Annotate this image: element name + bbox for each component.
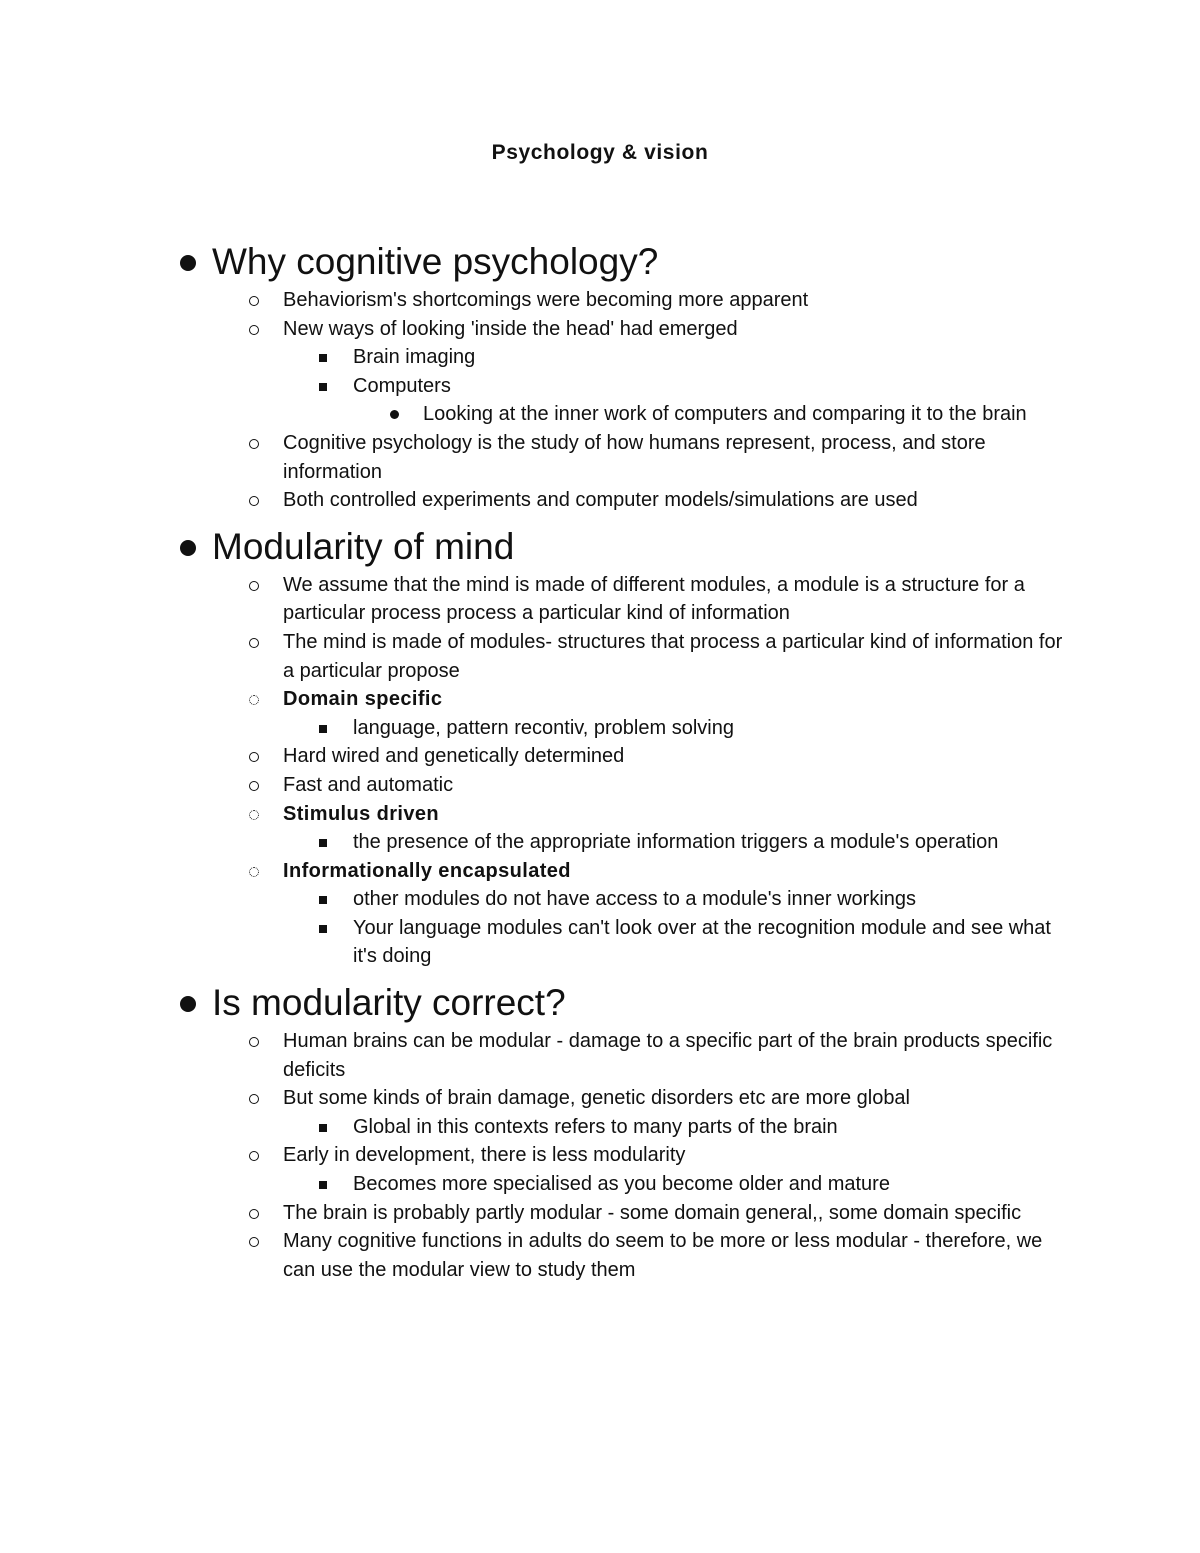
- square-bullet-icon: [319, 383, 327, 391]
- filled-circle-bullet-icon: [180, 255, 196, 271]
- list-item-text: Stimulus driven: [283, 802, 440, 825]
- list-item-text: Fast and automatic: [283, 773, 454, 796]
- list-item: [0, 1199, 1063, 1228]
- list-item-text: the presence of the appropriate information triggers a module's operation: [353, 831, 999, 854]
- hollow-circle-bullet-icon: [249, 1237, 259, 1247]
- list-item-text: Your language modules can't look over at the recognition module and see what it's doing: [353, 916, 1051, 968]
- list-item-text: Human brains can be modular - damage to a specific part of the brain products specific deficits: [283, 1030, 1053, 1081]
- hollow-circle-bullet-icon: [249, 581, 259, 591]
- section-heading: [0, 979, 1200, 1027]
- list-item-text: Many cognitive functions in adults do seem to be more or less modular - therefore, we can use the modular view to study them: [283, 1230, 1043, 1281]
- list-item: [0, 685, 1063, 714]
- hollow-circle-bullet-icon: [249, 1094, 259, 1104]
- section-heading-text: Modularity of mind: [212, 525, 515, 567]
- list-item: [0, 714, 1063, 743]
- list-item: [0, 771, 1063, 800]
- hollow-circle-bullet-icon: [249, 638, 259, 648]
- list-item: [0, 914, 1063, 971]
- list-item: [0, 286, 1063, 315]
- document-body: [0, 238, 1200, 1284]
- list-item: [0, 315, 1063, 344]
- filled-circle-bullet-icon: [180, 540, 196, 556]
- list-item-text: Domain specific: [283, 688, 443, 711]
- section-heading: [0, 523, 1200, 571]
- hollow-circle-bullet-icon: [249, 325, 259, 335]
- list-item: [0, 857, 1063, 886]
- square-bullet-icon: [319, 1181, 327, 1189]
- section-heading-text: Why cognitive psychology?: [212, 241, 659, 282]
- list-item-text: Global in this contexts refers to many parts of the brain: [353, 1115, 838, 1138]
- list-item: [0, 571, 1063, 628]
- list-item: [0, 828, 1063, 857]
- list-item-text: Computers: [353, 374, 451, 397]
- dotted-circle-bullet-icon: [249, 695, 259, 705]
- list-item-text: Both controlled experiments and computer models/simulations are used: [283, 489, 918, 512]
- square-bullet-icon: [319, 725, 327, 733]
- section-heading: [0, 238, 1200, 286]
- filled-circle-bullet-icon: [180, 996, 196, 1012]
- hollow-circle-bullet-icon: [249, 752, 259, 762]
- list-item: [0, 429, 1063, 486]
- list-item: [0, 372, 1063, 401]
- square-bullet-icon: [319, 354, 327, 362]
- list-item-text: Hard wired and genetically determined: [283, 745, 625, 768]
- list-item-text: other modules do not have access to a module's inner workings: [353, 888, 917, 911]
- square-bullet-icon: [319, 925, 327, 933]
- list-item-text: We assume that the mind is made of different modules, a module is a structure for a particular process process a particular kind of information: [283, 573, 1025, 625]
- hollow-circle-bullet-icon: [249, 1209, 259, 1219]
- list-item: [0, 742, 1063, 771]
- list-item-text: Brain imaging: [353, 346, 476, 369]
- dotted-circle-bullet-icon: [249, 867, 259, 877]
- list-item: [0, 400, 1063, 429]
- list-item-text: The mind is made of modules- structures that process a particular kind of information for a particular propose: [283, 630, 1063, 682]
- list-item-text: New ways of looking 'inside the head' had emerged: [283, 317, 738, 340]
- list-item: [0, 1141, 1063, 1170]
- hollow-circle-bullet-icon: [249, 496, 259, 506]
- list-item: [0, 1113, 1063, 1142]
- list-item-text: language, pattern recontiv, problem solving: [353, 716, 734, 739]
- list-item: [0, 885, 1063, 914]
- list-item: [0, 1027, 1063, 1084]
- list-item: [0, 1084, 1063, 1113]
- list-item-text: But some kinds of brain damage, genetic disorders etc are more global: [283, 1087, 911, 1110]
- list-item: [0, 800, 1063, 829]
- list-item-text: Informationally encapsulated: [283, 859, 571, 882]
- square-bullet-icon: [319, 1124, 327, 1132]
- hollow-circle-bullet-icon: [249, 296, 259, 306]
- list-item-text: Becomes more specialised as you become older and mature: [353, 1173, 890, 1196]
- section-heading-text: Is modularity correct?: [212, 982, 566, 1024]
- square-bullet-icon: [319, 896, 327, 904]
- hollow-circle-bullet-icon: [249, 1151, 259, 1161]
- square-bullet-icon: [319, 839, 327, 847]
- hollow-circle-bullet-icon: [249, 1037, 259, 1047]
- list-item: [0, 343, 1063, 372]
- list-item-text: Early in development, there is less modularity: [283, 1144, 686, 1167]
- filled-circle-bullet-icon: [390, 410, 399, 419]
- list-item: [0, 1227, 1063, 1284]
- list-item-text: Behaviorism's shortcomings were becoming more apparent: [283, 289, 809, 311]
- list-item-text: Looking at the inner work of computers and comparing it to the brain: [423, 403, 1027, 426]
- hollow-circle-bullet-icon: [249, 781, 259, 791]
- list-item-text: The brain is probably partly modular - some domain general,, some domain specific: [283, 1201, 1022, 1224]
- list-item: [0, 486, 1063, 515]
- list-item-text: Cognitive psychology is the study of how humans represent, process, and store information: [283, 431, 986, 483]
- list-item: [0, 1170, 1063, 1199]
- hollow-circle-bullet-icon: [249, 439, 259, 449]
- page-title: Psychology & vision: [491, 141, 709, 164]
- list-item: [0, 628, 1063, 685]
- dotted-circle-bullet-icon: [249, 810, 259, 820]
